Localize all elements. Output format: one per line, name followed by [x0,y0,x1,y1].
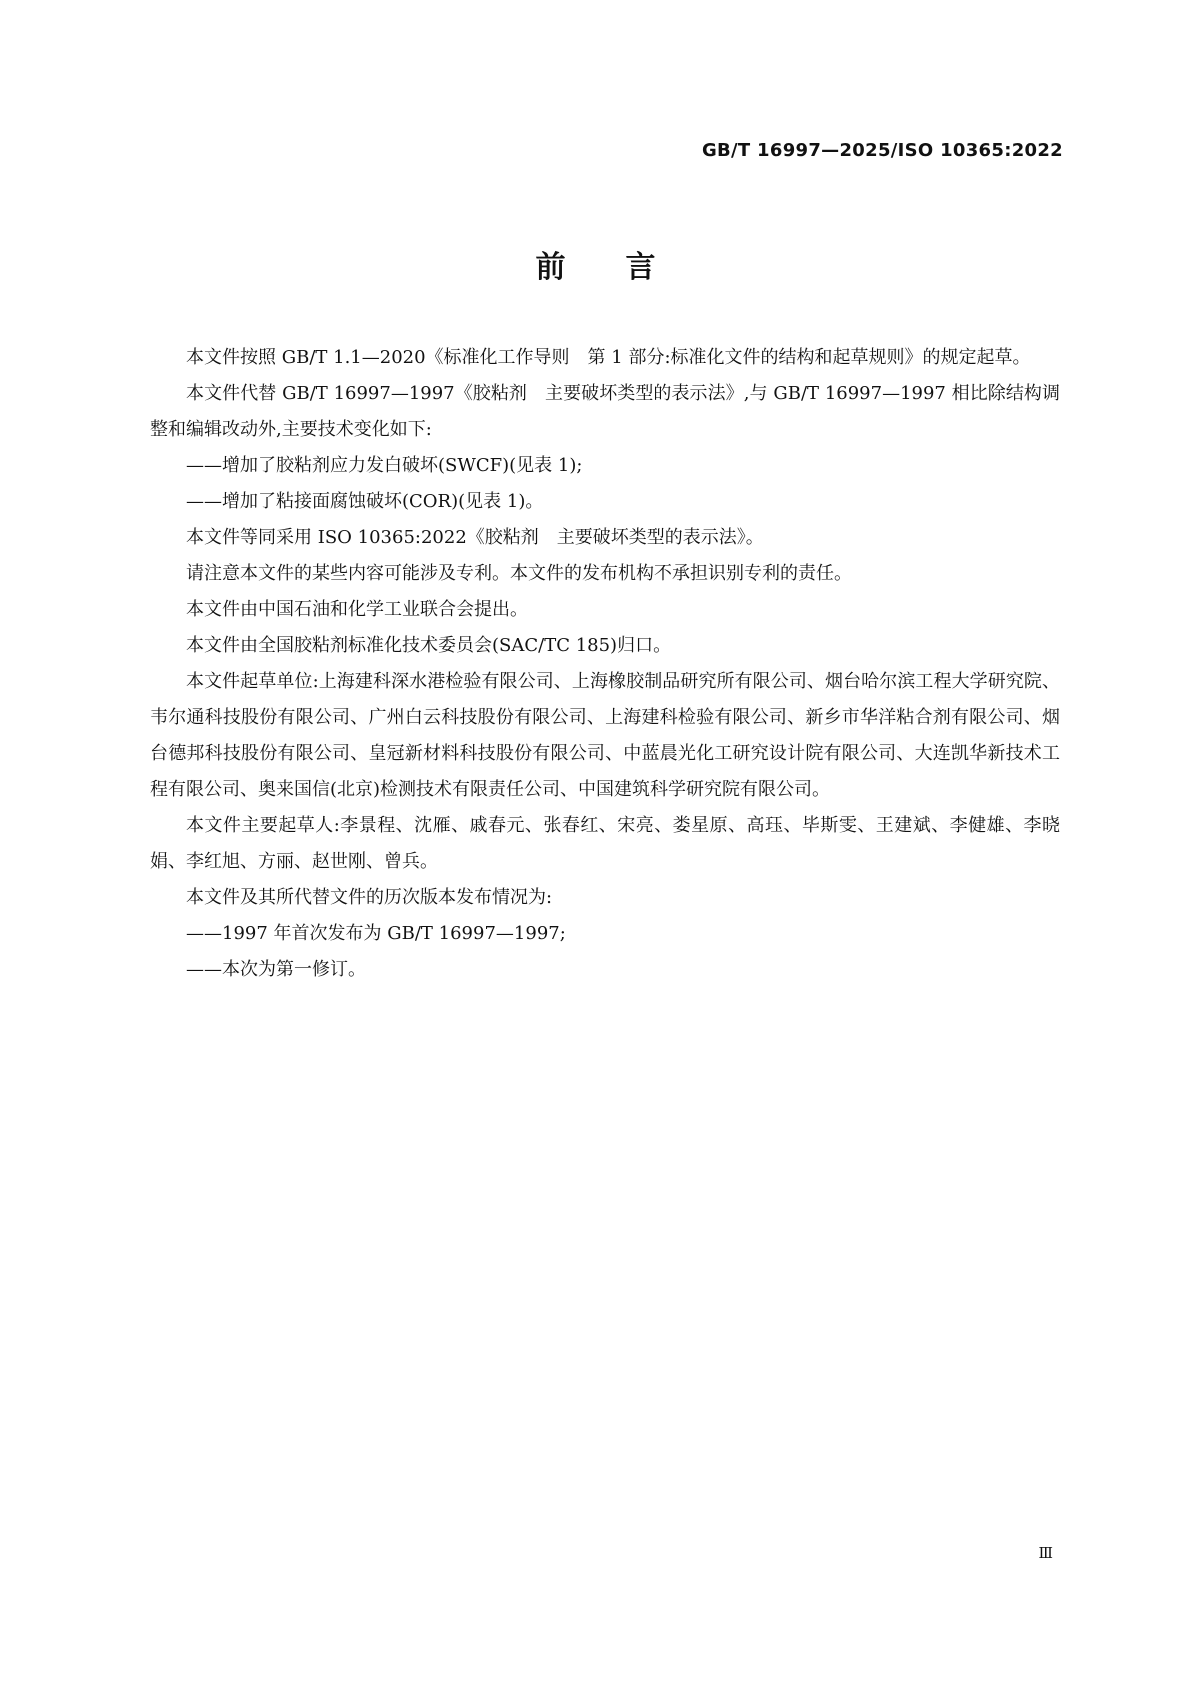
paragraph: 本文件按照 GB/T 1.1—2020《标准化工作导则 第 1 部分:标准化文件的结构和起草规则》的规定起草。 [186,347,1031,368]
title-char-2: 言 [625,250,656,285]
paragraph: ——本次为第一修订。 [186,959,366,980]
page-title [0,242,1191,286]
paragraph: 请注意本文件的某些内容可能涉及专利。本文件的发布机构不承担识别专利的责任。 [186,563,852,584]
paragraph: ——增加了粘接面腐蚀破坏(COR)(见表 1)。 [186,491,544,512]
paragraph: 本文件由全国胶粘剂标准化技术委员会(SAC/TC 185)归口。 [186,635,672,656]
paragraph: 本文件等同采用 ISO 10365:2022《胶粘剂 主要破坏类型的表示法》。 [186,527,764,548]
paragraph: 本文件及其所代替文件的历次版本发布情况为: [186,887,553,908]
paragraph: ——1997 年首次发布为 GB/T 16997—1997; [186,923,566,944]
foreword-body [150,340,1060,988]
paragraph: 本文件起草单位:上海建科深水港检验有限公司、上海橡胶制品研究所有限公司、烟台哈尔滨工程大学研究院、韦尔通科技股份有限公司、广州白云科技股份有限公司、上海建科检验有限公司、新乡市华洋粘合剂有限公司、烟台德邦科技股份有限公司、皇冠新材料科技股份有限公司、中蓝晨光化工研究设计院有限公司、大连凯华新技术工程有限公司、奥来国信(北京)检测技术有限责任公司、中国建筑科学研究院有限公司。 [150,671,1060,800]
paragraph: ——增加了胶粘剂应力发白破坏(SWCF)(见表 1); [186,455,583,476]
paragraph: 本文件由中国石油和化学工业联合会提出。 [186,599,528,620]
paragraph: 本文件主要起草人:李景程、沈雁、戚春元、张春红、宋亮、娄星原、高珏、毕斯雯、王建斌、李健雄、李晓娟、李红旭、方丽、赵世刚、曾兵。 [150,815,1060,872]
title-char-1: 前 [535,250,566,285]
paragraph: 本文件代替 GB/T 16997—1997《胶粘剂 主要破坏类型的表示法》,与 GB/T 16997—1997 相比除结构调整和编辑改动外,主要技术变化如下: [150,383,1060,440]
page-number: Ⅲ [1038,1544,1053,1562]
document-code: GB/T 16997—2025/ISO 10365:2022 [701,140,1063,161]
